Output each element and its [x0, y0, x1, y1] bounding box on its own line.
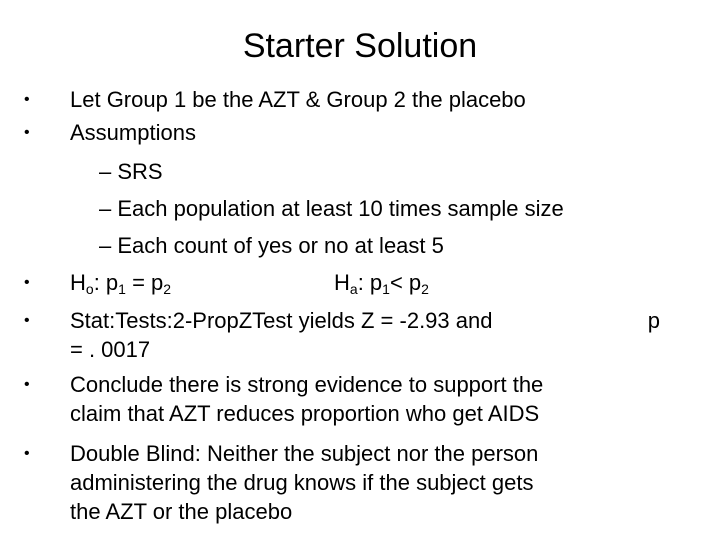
conclusion-line2: claim that AZT reduces proportion who get AIDS: [70, 401, 540, 426]
sub-bullet-population: – Each population at least 10 times sample size: [99, 196, 564, 221]
slide-title: Starter Solution: [242, 27, 478, 65]
bullet-text: Let Group 1 be the AZT & Group 2 the placebo: [70, 87, 526, 112]
stat-test-line1: Stat:Tests:2-PropZTest yields Z = -2.93 and p: [70, 308, 660, 333]
bullet-icon: •: [24, 124, 30, 141]
stat-test-line2: = . 0017: [70, 337, 151, 362]
null-hypothesis: $H_o$: $p_1 = p_2$: [70, 270, 172, 297]
double-blind-line1: Double Blind: Neither the subject nor the person: [70, 441, 539, 466]
bullet-icon: •: [24, 312, 30, 329]
conclusion-line1: Conclude there is strong evidence to support the: [70, 372, 544, 397]
bullet-text: Assumptions: [70, 120, 196, 145]
double-blind-line2: administering the drug knows if the subject gets: [70, 470, 534, 495]
bullet-icon: •: [24, 91, 30, 108]
bullet-icon: •: [24, 376, 30, 393]
alternative-hypothesis: $H_a$: $p_1< p_2$: [334, 270, 429, 297]
sub-bullet-srs: – SRS: [99, 159, 163, 184]
sub-bullet-count: – Each count of yes or no at least 5: [99, 233, 444, 258]
bullet-icon: •: [24, 445, 30, 462]
bullet-icon: •: [24, 274, 30, 291]
double-blind-line3: the AZT or the placebo: [70, 499, 293, 524]
